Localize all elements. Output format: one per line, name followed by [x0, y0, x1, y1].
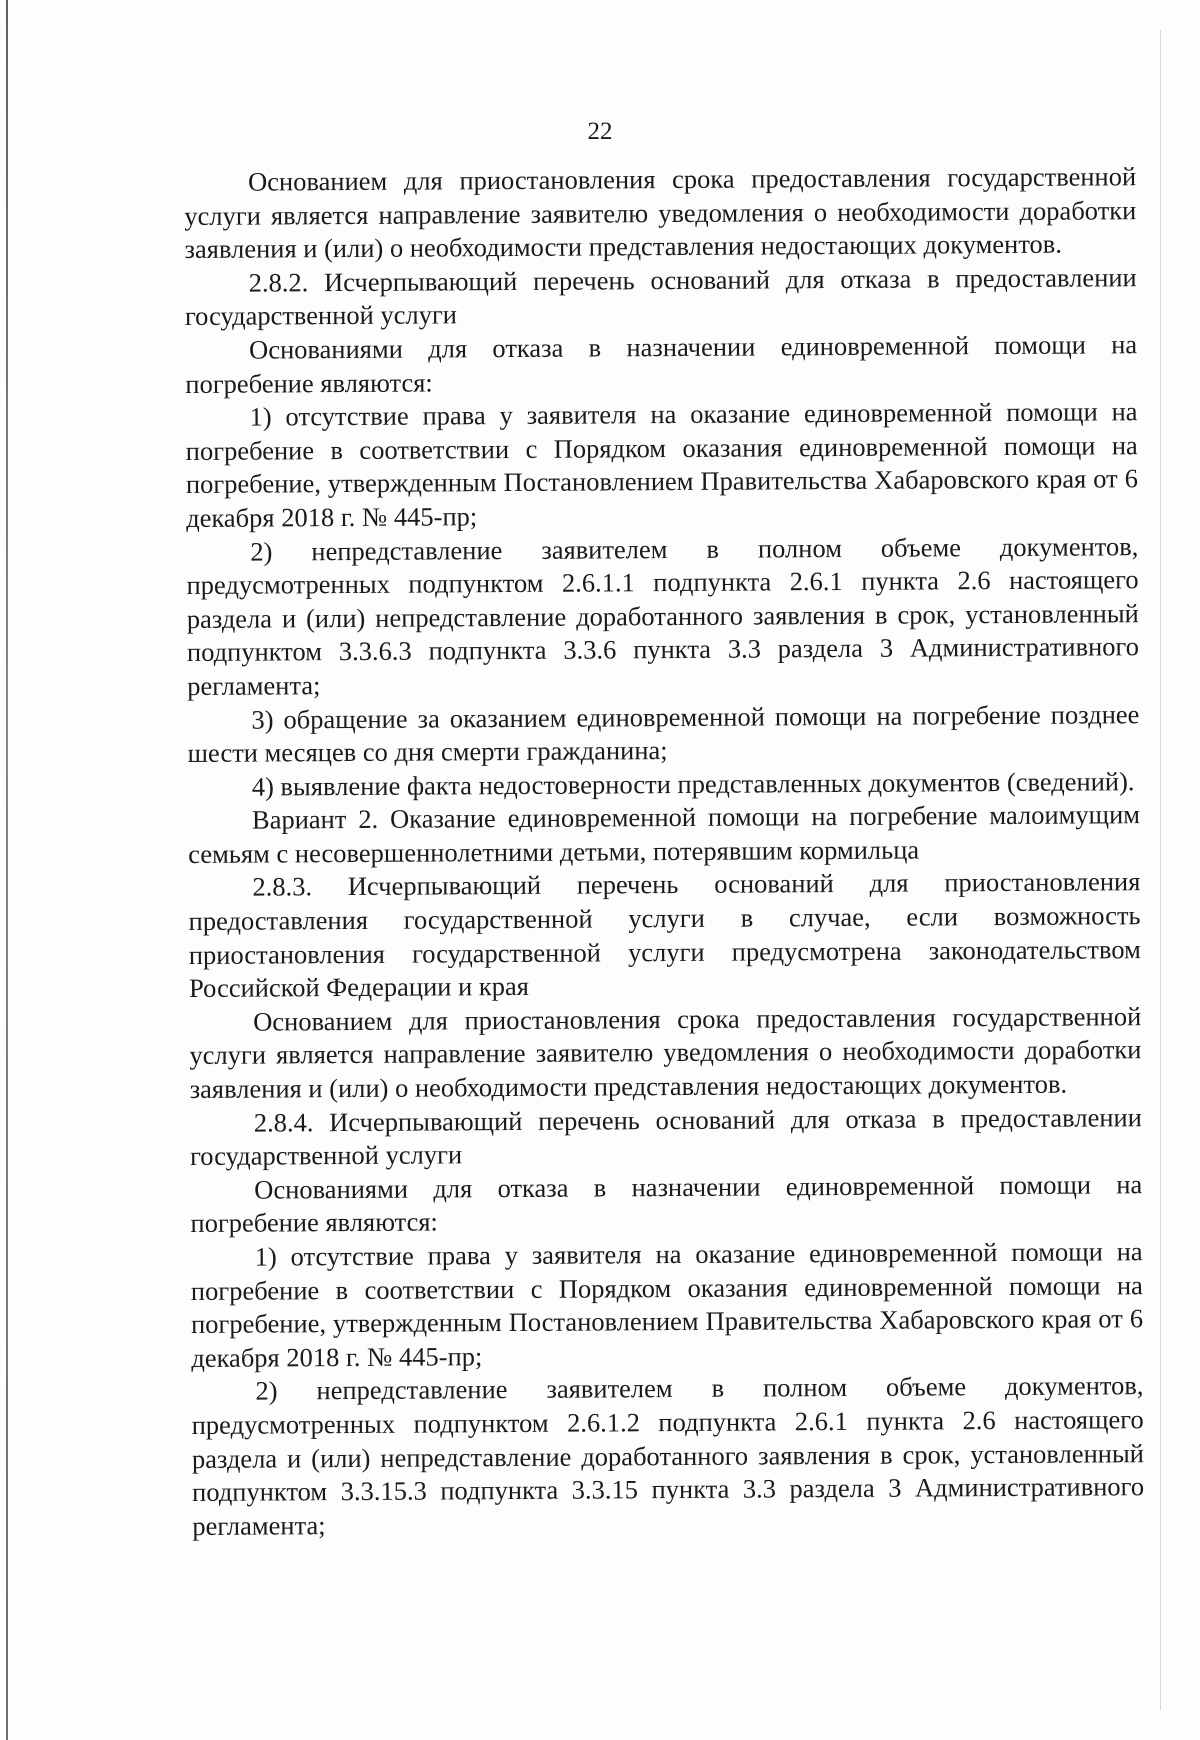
- paragraph-refusal-grounds-intro-1: Основаниями для отказа в назначении единовременной помощи на погребение являются:: [185, 329, 1138, 399]
- page-number: 22: [587, 118, 613, 145]
- heading-variant-2: Вариант 2. Оказание единовременной помощи на погребение малоимущим семьям с несовершеннолетними детьми, потерявшим кормильца: [188, 799, 1141, 869]
- scan-edge-left: [6, 0, 8, 1740]
- list-item-refusal-variant2-1: 1) отсутствие права у заявителя на оказание единовременной помощи на погребение в соответствии с Порядком оказания единовременной помощи на погребение, утвержденным Постановлением Правительства Хабаровского края от 6 декабря 2018 г. № 445-пр;: [190, 1236, 1144, 1373]
- heading-2-8-3: 2.8.3. Исчерпывающий перечень оснований для приостановления предоставления государственной услуги в случае, если возможность приостановления государственной услуги предусмотрена законодательством Российской Федерации и края: [188, 866, 1141, 1004]
- list-item-refusal-2: 2) непредставление заявителем в полном объеме документов, предусмотренных подпунктом 2.6.1.1 подпункта 2.6.1 пункта 2.6 настоящего раздела и (или) непредставление доработанного заявления в срок, установленный подпунктом 3.3.6.3 подпункта 3.3.6 пункта 3.3 раздела 3 Административного регламента;: [186, 530, 1140, 701]
- heading-2-8-4: 2.8.4. Исчерпывающий перечень оснований для отказа в предоставлении государственной услуги: [189, 1101, 1142, 1172]
- list-item-refusal-4: 4) выявление факта недостоверности представленных документов (сведений).: [251, 765, 1135, 802]
- paragraph-refusal-grounds-intro-2: Основаниями для отказа в назначении единовременной помощи на погребение являются:: [190, 1168, 1143, 1239]
- list-item-refusal-3: 3) обращение за оказанием единовременной помощи на погребение позднее шести месяцев со дня смерти гражданина;: [187, 698, 1140, 769]
- heading-2-8-2: 2.8.2. Исчерпывающий перечень оснований для отказа в предоставлении государственной услуги: [184, 261, 1137, 332]
- scan-edge-right: [1160, 30, 1161, 1710]
- document-body: [184, 160, 1144, 1543]
- list-item-refusal-variant2-2: 2) непредставление заявителем в полном объеме документов, предусмотренных подпунктом 2.6.1.2 подпункта 2.6.1 пункта 2.6 настоящего раздела и (или) непредставление доработанного заявления в срок, установленный подпунктом 3.3.15.3 подпункта 3.3.15 пункта 3.3 раздела 3 Административного регламента;: [191, 1370, 1145, 1541]
- paragraph-suspension-grounds-1: Основанием для приостановления срока предоставления государственной услуги является направление заявителю уведомления о необходимости доработки заявления и (или) о необходимости представления недостающих документов.: [184, 161, 1137, 265]
- paragraph-suspension-grounds-2: Основанием для приостановления срока предоставления государственной услуги является направление заявителю уведомления о необходимости доработки заявления и (или) о необходимости представления недостающих документов.: [189, 1001, 1142, 1105]
- list-item-refusal-1: 1) отсутствие права у заявителя на оказание единовременной помощи на погребение в соответствии с Порядком оказания единовременной помощи на погребение, утвержденным Постановлением Правительства Хабаровского края от 6 декабря 2018 г. № 445-пр;: [185, 396, 1139, 533]
